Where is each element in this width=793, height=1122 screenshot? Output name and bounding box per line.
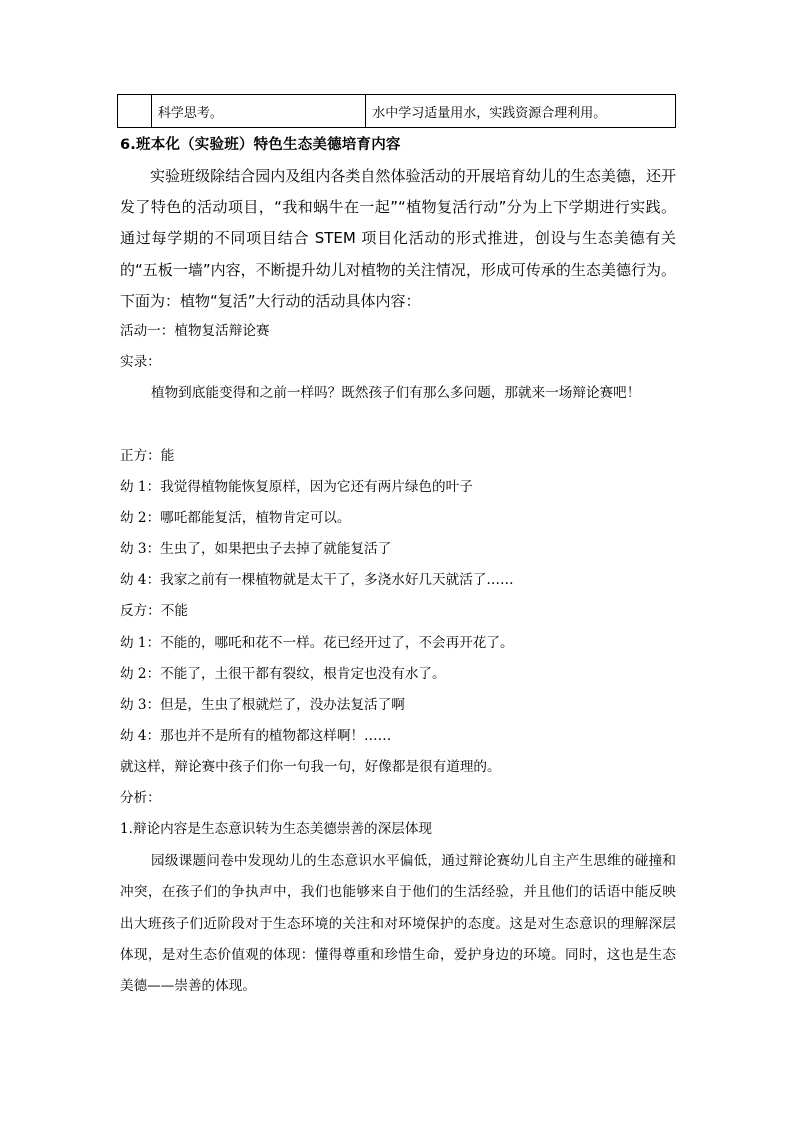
- intro-paragraph: 实验班级除结合园内及组内各类自然体验活动的开展培育幼儿的生态美德，还开发了特色的活动项目，“我和蜗牛在一起”“植物复活行动”分为上下学期进行实践。通过每学期的不同项目结合 STEM 项目化活动的形式推进，创设与生态美德有关的“五板一墙”内容，不断提升幼儿对植物的关注情况，形成可传承的生态美德行为。下面为：植物“复活”大行动的活动具体内容：: [120, 167, 676, 310]
- record-intro: 植物到底能变得和之前一样吗？既然孩子们有那么多问题，那就来一场辩论赛吧！: [151, 385, 641, 401]
- section-heading: 6.班本化（实验班）特色生态美德培育内容: [120, 137, 401, 153]
- table-cell-goal: 科学思考。: [151, 95, 365, 128]
- pro-statement: 幼 3：生虫了，如果把虫子去掉了就能复活了: [120, 541, 392, 557]
- pro-statement: 幼 4：我家之前有一棵植物就是太干了，多浇水好几天就活了……: [120, 572, 514, 588]
- record-label: 实录：: [120, 354, 161, 370]
- pro-statement: 幼 2：哪吒都能复活，植物肯定可以。: [120, 510, 351, 526]
- con-statement: 幼 4：那也并不是所有的植物都这样啊！……: [120, 728, 392, 744]
- debate-summary: 就这样，辩论赛中孩子们你一句我一句，好像都是很有道理的。: [120, 759, 501, 775]
- activity-title: 活动一：植物复活辩论赛: [120, 323, 270, 339]
- pro-side-label: 正方：能: [120, 448, 175, 464]
- table-cell-index: [118, 95, 152, 128]
- analysis-label: 分析：: [120, 790, 161, 806]
- con-statement: 幼 3：但是，生虫了根就烂了，没办法复活了啊: [120, 697, 405, 713]
- con-side-label: 反方：不能: [120, 603, 188, 619]
- table-fragment: [117, 94, 676, 128]
- con-statement: 幼 1：不能的，哪吒和花不一样。花已经开过了，不会再开花了。: [120, 635, 514, 651]
- table-row: [118, 95, 676, 128]
- analysis-point-title: 1.辩论内容是生态意识转为生态美德崇善的深层体现: [120, 821, 433, 837]
- table-cell-practice: 水中学习适量用水，实践资源合理利用。: [366, 95, 676, 128]
- con-statement: 幼 2：不能了，土很干都有裂纹，根肯定也没有水了。: [120, 666, 446, 682]
- analysis-point-body: 园级课题问卷中发现幼儿的生态意识水平偏低，通过辩论赛幼儿自主产生思维的碰撞和冲突，在孩子们的争执声中，我们也能够来自于他们的生活经验，并且他们的话语中能反映出大班孩子们近阶段对于生态环境的关注和对环境保护的态度。这是对生态意识的理解深层体现，是对生态价值观的体现：懂得尊重和珍惜生命，爱护身边的环境。同时，这也是生态美德——崇善的体现。: [120, 853, 676, 995]
- pro-statement: 幼 1：我觉得植物能恢复原样，因为它还有两片绿色的叶子: [120, 479, 473, 495]
